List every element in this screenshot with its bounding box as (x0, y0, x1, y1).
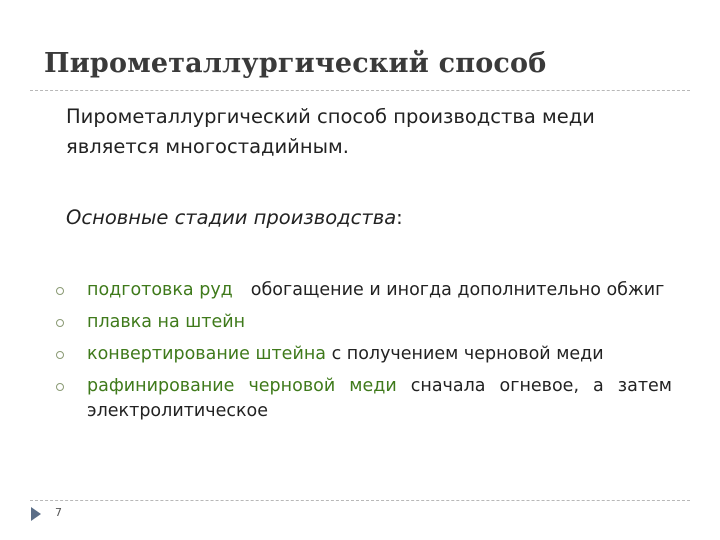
stage-highlight: подготовка руд (87, 280, 233, 300)
list-item (56, 310, 672, 335)
title-divider (30, 90, 690, 91)
bullet-icon (56, 287, 64, 295)
stages-heading-colon: : (396, 206, 403, 229)
intro-paragraph: Пирометаллургический способ производства меди является многостадийным. (66, 105, 595, 158)
stage-text: сначала огневое, а затем электролитическое (87, 376, 672, 421)
stage-text: обогащение и иногда дополнительно обжиг (250, 280, 665, 300)
stage-highlight: конвертирование штейна (87, 344, 326, 364)
list-item (56, 278, 672, 303)
stages-heading (66, 206, 403, 229)
stage-highlight: плавка на штейн (87, 312, 246, 332)
stage-highlight: рафинирование черновой меди (87, 376, 397, 396)
footer-divider (30, 500, 690, 501)
bullet-icon (56, 383, 64, 391)
bullet-icon (56, 319, 64, 327)
stages-list (56, 278, 672, 431)
slide-title: Пирометаллургический способ (44, 48, 547, 79)
list-item (56, 342, 672, 367)
stage-text: с получением черновой меди (331, 344, 604, 364)
page-number: 7 (55, 506, 62, 519)
bullet-icon (56, 351, 64, 359)
list-item (56, 374, 672, 424)
triangle-marker-icon (31, 507, 41, 521)
stages-heading-text: Основные стадии производства (66, 206, 397, 229)
